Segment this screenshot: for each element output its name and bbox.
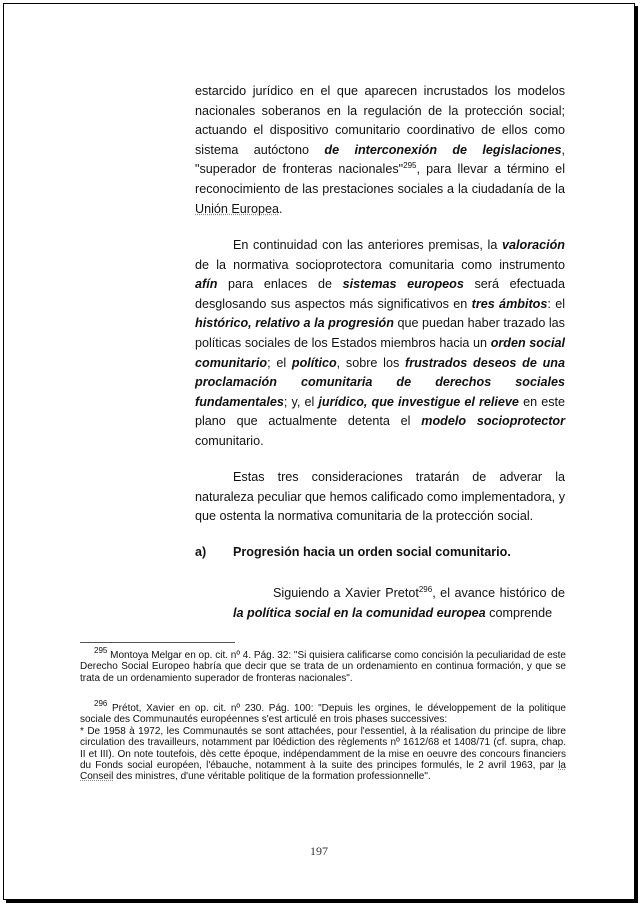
bold-italic-run: frustrados deseos de una proclamación comunitaria de derechos sociales fundamentales [195,355,565,409]
footnote-ref-296[interactable]: 296 [418,585,433,594]
text-run: : el [547,296,565,311]
underlined-run: Unión Europea [195,201,280,216]
paragraph-3: Estas tres consideraciones tratarán de adverar la naturaleza peculiar que hemos calificado como implementadora, y que ostenta la normativa comunitaria de la protección social. [195,470,565,524]
footnote-number: 295 [94,646,108,655]
footnote-text: des ministres, d'une véritable politique de la formation professionnelle". [113,771,431,783]
text-run: comunitario. [195,433,264,448]
text-run: , "superador de fronteras nacionales" [195,142,565,177]
paragraph-2 [195,236,565,452]
bold-italic-run: afín [195,277,218,292]
text-run: comprende [485,605,553,620]
footnote-number: 296 [94,699,108,708]
text-run: que puedan haber trazado las políticas sociales de los Estados miembros hacia un [195,316,565,350]
section-title: Progresión hacia un orden social comunitario. [233,545,511,559]
text-run: de la normativa socioprotectora comunitaria como instrumento [195,257,565,272]
bold-italic-run: modelo socioprotector [421,414,565,429]
paragraph-4 [233,584,565,623]
text-run: estarcido jurídico en el que aparecen incrustados los modelos nacionales soberanos en la regulación de la protección social; actuando el dispositivo comunitario coordinativo de ellos como sistema autóctono [195,84,565,157]
bold-italic-run: político [291,355,337,370]
text-run: ; el [267,355,292,370]
bold-italic-run: jurídico, que investigue el relieve [318,394,519,409]
text-run: En continuidad con las anteriores premisas, la [233,238,502,252]
text-run: para enlaces de [217,277,343,292]
text-run: será efectuada desglosando sus aspectos más significativos en [195,277,565,311]
footnote-296 [80,699,566,783]
underlined-run: la Conseil [80,760,566,783]
document-page [3,3,635,900]
footnote-295 [80,646,566,684]
bold-italic-run: de interconexión de legislaciones [324,142,562,157]
bold-italic-run: orden social comunitario [195,335,565,370]
text-run: , para llevar a término el reconocimiento de las prestaciones sociales a la ciudadanía de la [195,162,565,196]
footnote-ref-295[interactable]: 295 [403,161,417,171]
footnote-text: Prétot, Xavier en op. cit. nº 230. Pág. 100: "Depuis les orgines, le développement de la politique sociale des Communautés européennes s'est articulé en trois phases successives: [80,703,566,726]
paragraph-1 [195,82,565,219]
footnote-text: * De 1958 à 1972, les Communautés se sont attachées, pour l'essentiel, à la réalisation du principe de libre circulation des travailleurs, notamment par l0édiction des règlements nº 1612/68 et 1408/71 (cf. supra, chap. II et III). On note toutefois, dès cette époque, indépendamment de la mise en oeuvre des concours financiers du Fonds social européen, l'ébauche, notamment à la suite des principes formulés, le 2 avril 1963, par [80,725,566,772]
text-run: ; y, el [283,394,319,409]
footnote-separator [80,642,235,643]
text-run: , sobre los [336,355,405,370]
bold-italic-run: la política social en la comunidad europea [233,605,486,620]
bold-italic-run: sistemas europeos [342,277,464,292]
section-heading [195,545,575,559]
bold-italic-run: histórico, relativo a la progresión [195,316,394,331]
text-run: Siguiendo a Xavier Pretot [273,586,419,600]
footnote-text: Montoya Melgar en op. cit. nº 4. Pág. 32: "Si quisiera calificarse como concisión la peculiaridad de este Derecho Social Europeo habría que decir que se trata de un ordenamiento en continua formación, y que se trata de un ordenamiento superador de fronteras nacionales". [80,650,566,684]
text-run: , el avance histórico de [432,586,565,600]
section-letter: a) [195,545,207,559]
text-run: . [279,201,283,216]
text-run: en este plano que actualmente detenta el [195,394,565,429]
page-number: 197 [310,844,328,858]
bold-italic-run: valoración [502,238,565,252]
bold-italic-run: tres ámbitos [471,296,548,311]
